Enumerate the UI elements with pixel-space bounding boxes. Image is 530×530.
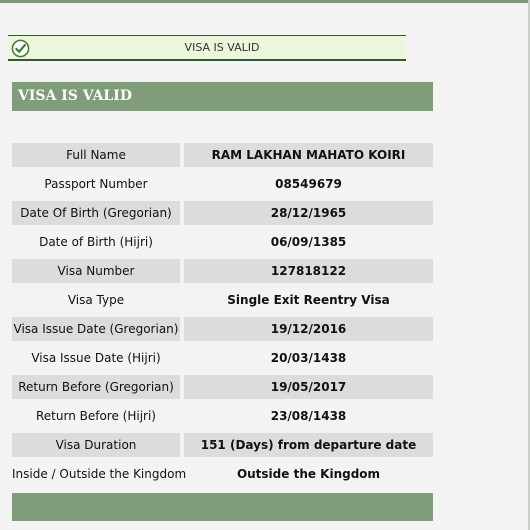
field-label: Visa Issue Date (Gregorian) [12,317,180,341]
field-label: Visa Issue Date (Hijri) [31,351,161,365]
visa-details-table [12,143,433,491]
field-value: 20/03/1438 [270,351,347,365]
status-message: VISA IS VALID [184,41,260,54]
section-footer [12,493,433,521]
table-row [12,346,433,370]
top-rule [0,0,530,3]
table-row [12,404,433,428]
status-banner [8,35,406,61]
field-value: 23/08/1438 [270,409,347,423]
field-label: Date Of Birth (Gregorian) [12,201,180,225]
field-label: Return Before (Hijri) [35,409,156,423]
table-row [12,375,433,399]
field-label: Visa Type [67,293,125,307]
field-value: 08549679 [275,177,342,191]
field-label: Inside / Outside the Kingdom [12,467,187,481]
field-value: 28/12/1965 [184,201,433,225]
field-value: 19/12/2016 [184,317,433,341]
check-circle-icon [11,39,30,58]
table-row [12,172,433,196]
section-title: VISA IS VALID [18,88,132,104]
table-row [12,433,433,457]
table-row [12,230,433,254]
field-value: RAM LAKHAN MAHATO KOIRI [184,143,433,167]
table-row [12,288,433,312]
field-label: Visa Number [12,259,180,283]
field-value: Single Exit Reentry Visa [227,293,390,307]
field-label: Full Name [12,143,180,167]
table-row [12,317,433,341]
field-value: 127818122 [184,259,433,283]
table-row [12,259,433,283]
section-header [12,82,433,111]
field-value: 06/09/1385 [270,235,347,249]
table-row [12,462,433,486]
field-label: Date of Birth (Hijri) [39,235,153,249]
field-label: Visa Duration [12,433,180,457]
field-value: 151 (Days) from departure date [184,433,433,457]
field-value: 19/05/2017 [184,375,433,399]
field-value: Outside the Kingdom [236,467,381,481]
field-label: Return Before (Gregorian) [12,375,180,399]
field-label: Passport Number [44,177,148,191]
table-row [12,201,433,225]
table-row [12,143,433,167]
